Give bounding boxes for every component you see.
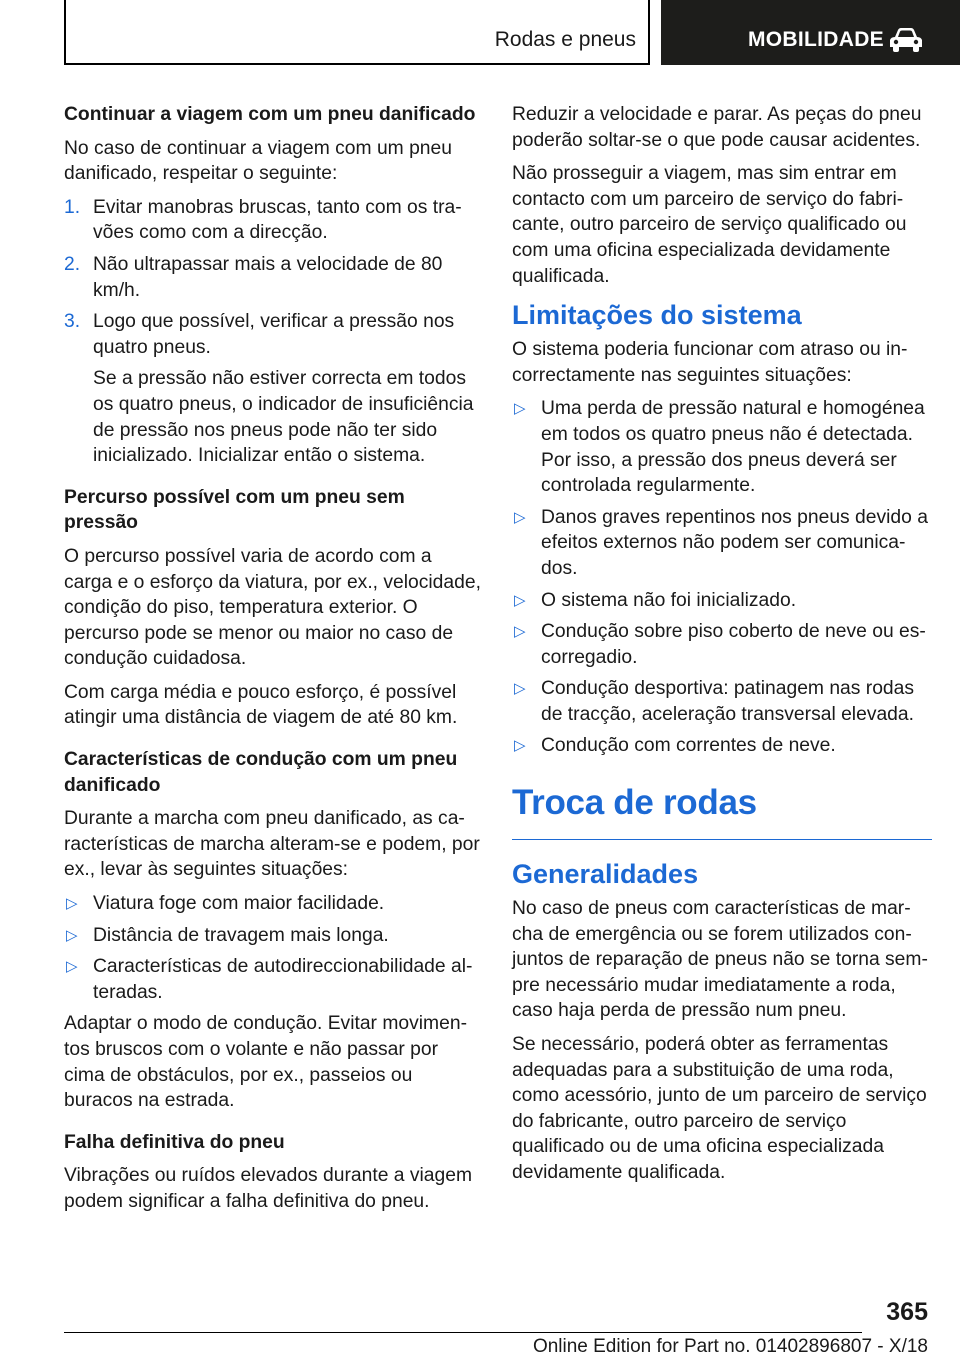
list-item: ▷ Viatura foge com maior facilidade. <box>64 891 482 917</box>
triangle-bullet-icon: ▷ <box>66 958 78 976</box>
list-item: ▷ Danos graves repentinos nos pneus devido a efeitos externos não podem ser comunicados. <box>514 506 928 579</box>
paragraph: Vibrações ou ruídos elevados durante a viagem podem significar a falha definitiva do pneu. <box>64 1165 473 1212</box>
bullet-list <box>512 396 932 759</box>
list-item: ▷ Uma perda de pressão natural e homogénea em todos os quatro pneus não é detectada. Por isso, a pressão dos pneus deverá ser controlada regularmente. <box>514 398 925 497</box>
paragraph: O percurso possível varia de acordo com a carga e o esforço da viatura, por ex., velocidade, condição do piso, temperatura exterior. O percurso pode se menor ou maior no caso de condução cuidadosa. <box>64 545 481 670</box>
header-rule-left <box>64 0 66 64</box>
paragraph: Se necessário, poderá obter as ferramentas adequadas para a substituição de uma roda, como acessório, junto de um parceiro de serviço do fabricante, outro parceiro de serviço qualificado ou de uma oficina especializada devidamente qualificada. <box>512 1034 927 1183</box>
footer-rule <box>64 1332 862 1333</box>
paragraph: Com carga média e pouco esforço, é possível atingir uma distância de viagem de até 80 km. <box>64 681 458 729</box>
header-rule-bottom <box>64 63 650 65</box>
step-number: 3. <box>64 311 81 333</box>
step-text: Não ultrapassar mais a velocidade de 80 km/h. <box>93 253 443 301</box>
section-title-driving-characteristics: Características de condução com um pneu danificado <box>64 749 458 796</box>
car-icon <box>888 27 924 53</box>
list-item <box>64 252 482 303</box>
triangle-bullet-icon: ▷ <box>514 680 526 698</box>
step-note: Se a pressão não estiver correcta em todos os quatro pneus, o indicador de insuficiência de pressão nos pneus pode não ter sido inicializado. Inicializar então o sistema. <box>93 368 474 467</box>
list-item <box>64 309 482 469</box>
step-text: Evitar manobras bruscas, tanto com os travões como com a direcção. <box>93 196 462 244</box>
bullet-list <box>64 891 482 1005</box>
triangle-bullet-icon: ▷ <box>514 737 526 755</box>
list-item: ▷ Distância de travagem mais longa. <box>64 923 482 949</box>
triangle-bullet-icon: ▷ <box>514 591 526 609</box>
step-number: 1. <box>64 196 81 218</box>
numbered-list <box>64 195 482 469</box>
footer-edition: Online Edition for Part no. 01402896807 - X/18 <box>532 1336 928 1357</box>
paragraph: Durante a marcha com pneu danificado, as características de marcha alteram-se e podem, por ex., levar às seguintes situações: <box>64 808 480 881</box>
header-rule-divider <box>648 0 650 64</box>
right-column <box>512 102 932 1194</box>
heading-rule <box>512 839 932 840</box>
triangle-bullet-icon: ▷ <box>66 895 78 913</box>
triangle-bullet-icon: ▷ <box>514 508 526 526</box>
heading-general: Generalidades <box>512 859 699 890</box>
section-title-damaged-tyre: Continuar a viagem com um pneu danificado <box>64 104 476 125</box>
paragraph: Adaptar o modo de condução. Evitar movimentos bruscos com o volante e não passar por cima de obstáculos, por ex., passeios ou buracos na estrada. <box>64 1013 467 1112</box>
page-number: 365 <box>886 1298 928 1326</box>
paragraph: Reduzir a velocidade e parar. As peças do pneu poderão soltar-se o que pode causar acidentes. <box>512 104 922 151</box>
triangle-bullet-icon: ▷ <box>514 400 526 418</box>
list-item: ▷ Condução com correntes de neve. <box>512 733 932 759</box>
list-item <box>64 195 482 246</box>
section-title-flat-tyre-range: Percurso possível com um pneu sem pressão <box>64 486 405 534</box>
paragraph: No caso de pneus com características de marcha de emergência ou se forem utilizados conjuntos de reparação de pneus não se torna sempre necessário mudar imediatamente a roda, caso haja perda de pressão num pneu. <box>512 898 928 1022</box>
list-item: ▷ O sistema não foi inicializado. <box>512 588 932 614</box>
header-section-title: Rodas e pneus <box>494 28 636 51</box>
paragraph: No caso de continuar a viagem com um pneu danificado, respeitar o seguinte: <box>64 137 452 185</box>
step-number: 2. <box>64 253 81 275</box>
heading-system-limits: Limitações do sistema <box>512 300 802 331</box>
triangle-bullet-icon: ▷ <box>514 623 526 641</box>
left-column <box>64 102 482 1223</box>
paragraph: Não prosseguir a viagem, mas sim entrar em contacto com um parceiro de serviço do fabricante, outro parceiro de serviço qualificado ou com uma oficina especializada devidamente qualificada. <box>512 163 907 287</box>
heading-wheel-change: Troca de rodas <box>512 783 757 823</box>
list-item: ▷ Condução sobre piso coberto de neve ou escorregadio. <box>514 621 926 668</box>
triangle-bullet-icon: ▷ <box>66 926 78 944</box>
paragraph: O sistema poderia funcionar com atraso ou incorrectamente nas seguintes situações: <box>512 339 908 386</box>
step-text: Logo que possível, verificar a pressão nos quatro pneus. <box>93 311 455 358</box>
list-item: ▷ Condução desportiva: patinagem nas rodas de tracção, aceleração transversal elevada. <box>514 678 915 725</box>
header-chapter-title: MOBILIDADE <box>748 28 884 51</box>
section-title-tyre-failure: Falha definitiva do pneu <box>64 1131 285 1153</box>
list-item: ▷ Características de autodireccionabilidade alteradas. <box>66 956 473 1003</box>
